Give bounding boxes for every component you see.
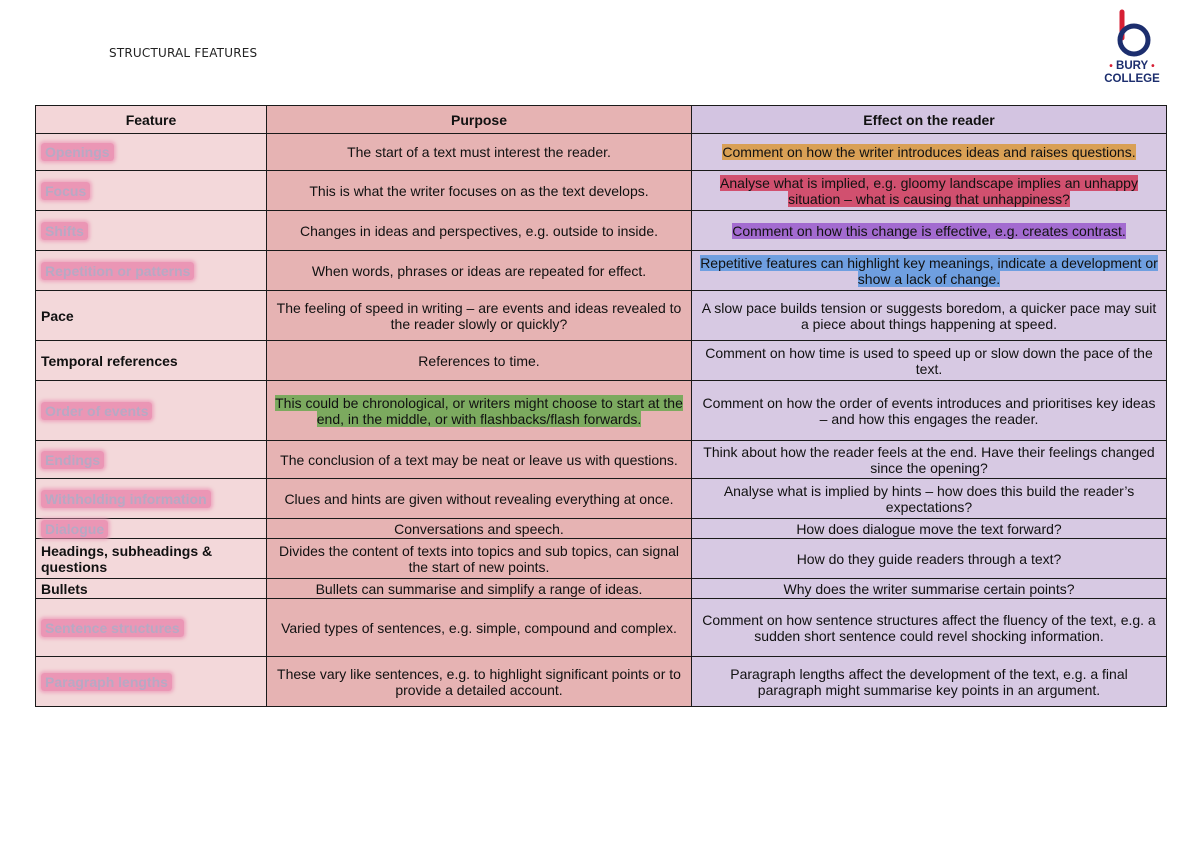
- table-header-row: [36, 106, 1167, 134]
- purpose-cell: When words, phrases or ideas are repeated for effect.: [267, 251, 692, 291]
- table-row: [36, 341, 1167, 381]
- purpose-cell: Clues and hints are given without revealing everything at once.: [267, 479, 692, 519]
- effect-cell: How do they guide readers through a text?: [692, 539, 1167, 579]
- feature-cell: Focus: [41, 182, 90, 200]
- header-purpose: Purpose: [267, 106, 692, 134]
- feature-cell: Bullets: [36, 579, 267, 599]
- logo-dot-icon: •: [1109, 61, 1113, 72]
- feature-cell: Order of events: [41, 402, 152, 420]
- table-row: [36, 657, 1167, 707]
- table-row: [36, 441, 1167, 479]
- structural-features-table: [35, 105, 1167, 707]
- table-row: [36, 211, 1167, 251]
- table-row: [36, 539, 1167, 579]
- document-title: STRUCTURAL FEATURES: [109, 46, 258, 60]
- table-row: [36, 171, 1167, 211]
- logo-line1: BURY: [1116, 60, 1148, 72]
- table-row: [36, 251, 1167, 291]
- feature-cell: Sentence structures: [41, 619, 184, 637]
- feature-cell: Dialogue: [41, 520, 108, 538]
- purpose-cell: Bullets can summarise and simplify a range of ideas.: [267, 579, 692, 599]
- purpose-cell: The feeling of speed in writing – are events and ideas revealed to the reader slowly or quickly?: [267, 291, 692, 341]
- header-feature: Feature: [36, 106, 267, 134]
- feature-cell: Temporal references: [36, 341, 267, 381]
- table-row: [36, 479, 1167, 519]
- feature-cell: Headings, subheadings & questions: [36, 539, 267, 579]
- purpose-cell: This could be chronological, or writers might choose to start at the end, in the middle, or with flashbacks/flash forwards.: [275, 394, 683, 427]
- purpose-cell: The start of a text must interest the reader.: [267, 134, 692, 171]
- table-row: [36, 599, 1167, 657]
- purpose-cell: These vary like sentences, e.g. to highlight significant points or to provide a detailed account.: [267, 657, 692, 707]
- effect-cell: A slow pace builds tension or suggests boredom, a quicker pace may suit a piece about things happening at speed.: [692, 291, 1167, 341]
- feature-cell: Endings: [41, 451, 104, 469]
- feature-cell: Withholding information: [41, 490, 211, 508]
- table-row: [36, 291, 1167, 341]
- bury-college-logo: [1096, 8, 1168, 88]
- logo-mark-icon: [1096, 8, 1168, 60]
- purpose-cell: Conversations and speech.: [267, 519, 692, 539]
- feature-cell: Pace: [36, 291, 267, 341]
- purpose-cell: Divides the content of texts into topics and sub topics, can signal the start of new points.: [267, 539, 692, 579]
- effect-cell: Comment on how the writer introduces ideas and raises questions.: [722, 144, 1136, 160]
- table-row: [36, 579, 1167, 599]
- purpose-cell: Changes in ideas and perspectives, e.g. outside to inside.: [267, 211, 692, 251]
- feature-cell: Paragraph lengths: [41, 673, 172, 691]
- purpose-cell: Varied types of sentences, e.g. simple, compound and complex.: [267, 599, 692, 657]
- feature-cell: Repetition or patterns: [41, 262, 194, 280]
- feature-cell: Openings: [41, 143, 114, 161]
- effect-cell: Think about how the reader feels at the end. Have their feelings changed since the opening?: [692, 441, 1167, 479]
- effect-cell: Why does the writer summarise certain points?: [692, 579, 1167, 599]
- header-effect: Effect on the reader: [692, 106, 1167, 134]
- feature-cell: Shifts: [41, 222, 88, 240]
- effect-cell: Comment on how sentence structures affect the fluency of the text, e.g. a sudden short sentence could revel shocking information.: [692, 599, 1167, 657]
- effect-cell: Repetitive features can highlight key meanings, indicate a development or show a lack of change.: [700, 254, 1158, 287]
- table-row: [36, 134, 1167, 171]
- purpose-cell: The conclusion of a text may be neat or leave us with questions.: [267, 441, 692, 479]
- purpose-cell: This is what the writer focuses on as the text develops.: [267, 171, 692, 211]
- effect-cell: How does dialogue move the text forward?: [692, 519, 1167, 539]
- effect-cell: Analyse what is implied, e.g. gloomy landscape implies an unhappy situation – what is causing that unhappiness?: [720, 174, 1138, 207]
- logo-line2: COLLEGE: [1104, 73, 1160, 85]
- effect-cell: Comment on how this change is effective, e.g. creates contrast.: [732, 222, 1126, 239]
- effect-cell: Paragraph lengths affect the development of the text, e.g. a final paragraph might summarise key points in an argument.: [692, 657, 1167, 707]
- effect-cell: Analyse what is implied by hints – how does this build the reader’s expectations?: [692, 479, 1167, 519]
- purpose-cell: References to time.: [267, 341, 692, 381]
- table-row: [36, 519, 1167, 539]
- logo-dot-icon: •: [1151, 61, 1155, 72]
- table-row: [36, 381, 1167, 441]
- effect-cell: Comment on how time is used to speed up or slow down the pace of the text.: [692, 341, 1167, 381]
- effect-cell: Comment on how the order of events introduces and prioritises key ideas – and how this engages the reader.: [692, 381, 1167, 441]
